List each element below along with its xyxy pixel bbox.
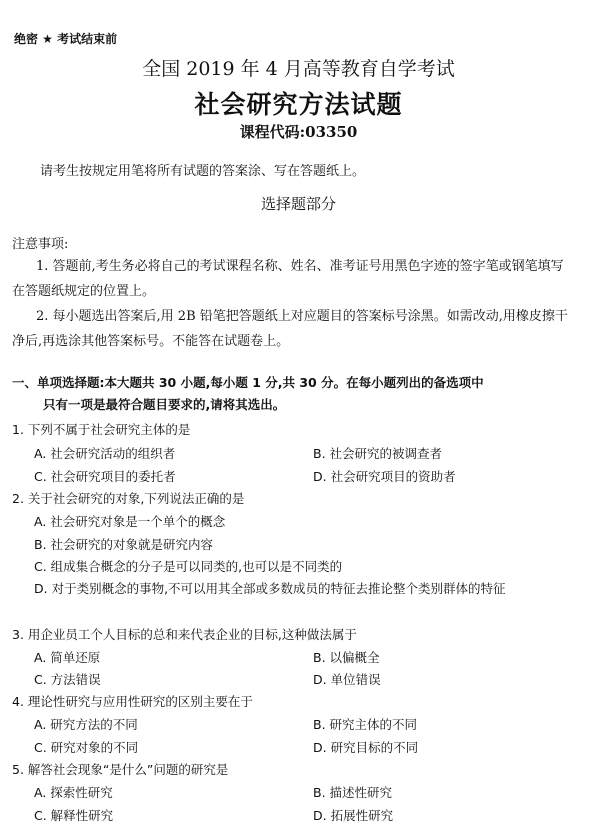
question-1-option-d: D. 社会研究项目的资助者	[313, 469, 456, 484]
notice-heading: 注意事项:	[12, 237, 69, 252]
question-5-option-a: A. 探索性研究	[34, 785, 113, 800]
question-3-option-d: D. 单位错误	[313, 672, 381, 687]
question-5-option-c: C. 解释性研究	[34, 808, 114, 823]
question-3-option-c: C. 方法错误	[34, 672, 101, 687]
answer-instruction: 请考生按规定用笔将所有试题的答案涂、写在答题纸上。	[40, 164, 366, 179]
subject-title: 社会研究方法试题	[194, 90, 403, 119]
question-1-option-b: B. 社会研究的被调查者	[313, 446, 443, 461]
question-2-option-b: B. 社会研究的对象就是研究内容	[34, 537, 214, 552]
question-4-option-b: B. 研究主体的不同	[313, 717, 418, 732]
question-4-option-d: D. 研究目标的不同	[313, 740, 419, 755]
exam-title: 全国 2019 年 4 月高等教育自学考试	[142, 58, 455, 80]
question-5-option-d: D. 拓展性研究	[313, 808, 394, 823]
question-3-stem: 3. 用企业员工个人目标的总和来代表企业的目标,这种做法属于	[12, 627, 357, 642]
part-one-heading-line2: 只有一项是最符合题目要求的,请将其选出。	[43, 397, 286, 412]
question-2-stem: 2. 关于社会研究的对象,下列说法正确的是	[12, 491, 245, 506]
question-2-option-c: C. 组成集合概念的分子是可以同类的,也可以是不同类的	[34, 559, 343, 574]
question-1-option-c: C. 社会研究项目的委托者	[34, 469, 176, 484]
question-5-option-b: B. 描述性研究	[313, 785, 393, 800]
question-2-option-a: A. 社会研究对象是一个单个的概念	[34, 514, 226, 529]
notice-item-2: 2. 每小题选出答案后,用 2B 铅笔把答题纸上对应题目的答案标号涂黑。如需改动,用橡皮擦干净后,再选涂其他答案标号。不能答在试题卷上。	[12, 309, 568, 349]
question-2-option-d: D. 对于类别概念的事物,不可以用其全部或多数成员的特征去推论整个类别群体的特征	[34, 581, 506, 596]
part-one-heading-line1: 一、单项选择题:本大题共 30 小题,每小题 1 分,共 30 分。在每小题列出的备选项中	[12, 375, 484, 390]
question-4-option-a: A. 研究方法的不同	[34, 717, 138, 732]
question-4-option-c: C. 研究对象的不同	[34, 740, 139, 755]
part-one-heading	[12, 372, 582, 416]
question-1-stem: 1. 下列不属于社会研究主体的是	[12, 422, 191, 437]
course-code: 课程代码:03350	[239, 123, 358, 141]
question-3-option-a: A. 简单还原	[34, 650, 101, 665]
question-5-stem: 5. 解答社会现象“是什么”问题的研究是	[12, 762, 229, 777]
question-1-option-a: A. 社会研究活动的组织者	[34, 446, 176, 461]
question-3-option-b: B. 以偏概全	[313, 650, 380, 665]
question-4-stem: 4. 理论性研究与应用性研究的区别主要在于	[12, 694, 253, 709]
section-title: 选择题部分	[260, 195, 336, 213]
notice-item-1: 1. 答题前,考生务必将自己的考试课程名称、姓名、准考证号用黑色字迹的签字笔或钢笔填写在答题纸规定的位置上。	[12, 259, 564, 299]
confidential-label: 绝密 ★ 考试结束前	[14, 32, 118, 46]
